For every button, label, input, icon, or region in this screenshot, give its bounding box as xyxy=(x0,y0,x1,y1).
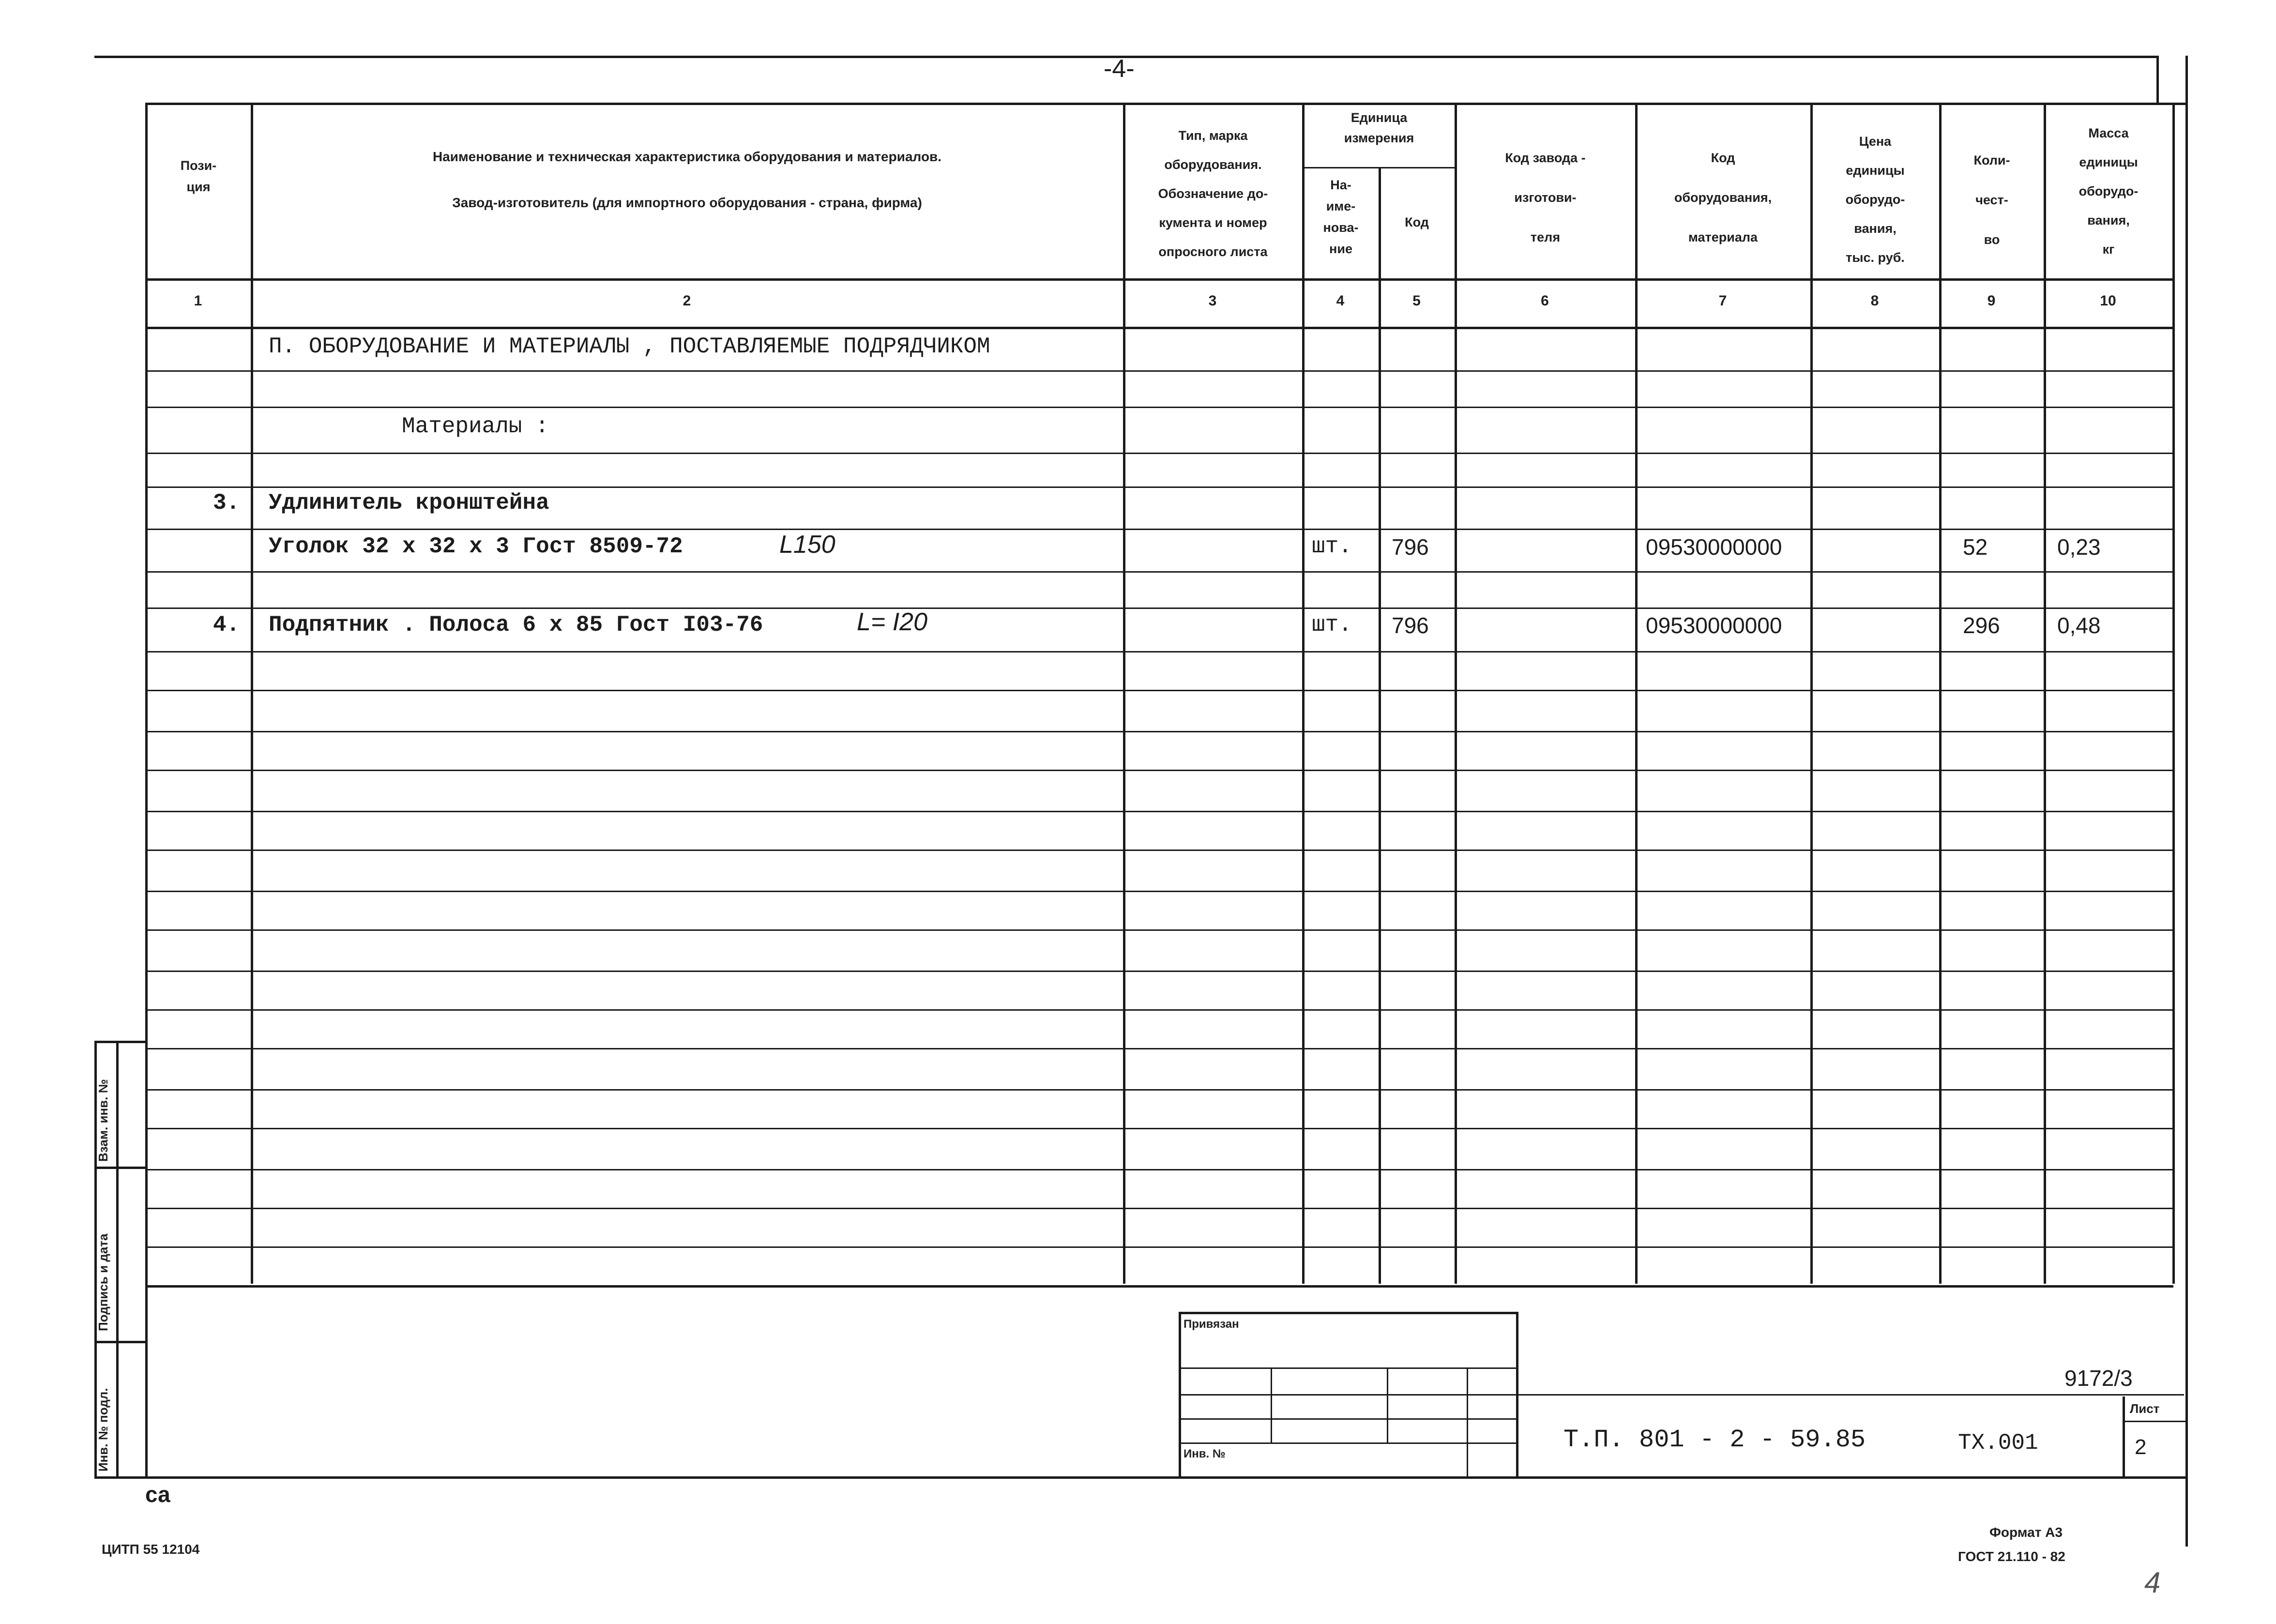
format-label: Формат А3 xyxy=(1989,1525,2063,1540)
row-line xyxy=(145,1089,2173,1091)
header-mass: Масса единицы оборудо- вания, кг xyxy=(2079,126,2139,257)
tb-doc-suffix: ТХ.001 xyxy=(1958,1430,2038,1456)
colnum-8: 8 xyxy=(1870,293,1879,309)
row-line xyxy=(145,891,2173,892)
corner-mark: са xyxy=(145,1482,170,1507)
item4-unit: шт. xyxy=(1312,612,1352,637)
tb-col xyxy=(1271,1367,1272,1442)
tb-main-line xyxy=(1516,1394,2184,1396)
row-line xyxy=(145,1246,2173,1248)
item4-unit-code: 796 xyxy=(1392,613,1429,638)
item3-unit-code: 796 xyxy=(1392,534,1429,560)
header-position-text: Пози- ция xyxy=(180,158,217,194)
row-line xyxy=(145,571,2173,573)
tb-col xyxy=(1467,1367,1468,1476)
header-type: Тип, марка оборудования. Обозначение до- кумента и номер опросного листа xyxy=(1158,128,1268,259)
stamp-inner-line xyxy=(116,1041,119,1476)
item4-name: Подпятник . Полоса 6 х 85 Гост I03-76 xyxy=(269,612,763,637)
tb-doc-code: Т.П. 801 - 2 - 59.85 xyxy=(1563,1426,1866,1454)
sheet-box-left xyxy=(2123,1396,2125,1476)
colnum-5: 5 xyxy=(1412,293,1421,309)
tb-linked-label: Привязан xyxy=(1184,1318,1239,1331)
row-line xyxy=(145,731,2173,732)
stamp-sep-2 xyxy=(94,1341,147,1343)
row-line xyxy=(145,811,2173,812)
header-factory-code: Код завода - изготови- теля xyxy=(1505,151,1586,244)
stamp-field-inventory: Инв. № подл. xyxy=(96,1388,110,1472)
standard-label: ГОСТ 21.110 - 82 xyxy=(1958,1549,2065,1564)
handwritten-page-number: 4 xyxy=(2144,1566,2161,1599)
tb-col xyxy=(1387,1367,1388,1442)
header-unit-group: Единица измерения xyxy=(1344,110,1414,145)
stamp-sep-1 xyxy=(94,1167,147,1169)
colnum-2: 2 xyxy=(683,293,691,309)
row-line xyxy=(145,929,2173,931)
header-name-line2: Завод-изготовитель (для импортного оборудования - страна, фирма) xyxy=(452,195,922,210)
unit-group-line xyxy=(1302,167,1455,168)
colnum-10: 10 xyxy=(2100,293,2116,309)
header-price: Цена единицы оборудо- вания, тыс. руб. xyxy=(1845,134,1905,265)
row-line xyxy=(145,1009,2173,1011)
stamp-field-signature: Подпись и дата xyxy=(96,1233,110,1331)
item3-position: 3. xyxy=(213,490,240,516)
item4-position: 4. xyxy=(213,612,240,637)
tb-top-line xyxy=(1179,1312,1517,1314)
row-line xyxy=(145,1128,2173,1129)
header-quantity: Коли- чест- во xyxy=(1973,153,2010,247)
page-number: -4- xyxy=(1104,55,1135,83)
col-sep-4 xyxy=(1379,167,1381,1284)
item4-length: L= I20 xyxy=(857,608,928,636)
item3-spec: Уголок 32 х 32 х 3 Гост 8509-72 xyxy=(269,534,683,559)
item3-name: Удлинитель кронштейна xyxy=(269,490,549,516)
item3-material-code: 09530000000 xyxy=(1646,534,1782,560)
colnum-9: 9 xyxy=(1987,293,1996,309)
tb-album-number: 9172/3 xyxy=(2064,1366,2133,1391)
row-line xyxy=(145,607,2173,609)
colnum-1: 1 xyxy=(194,293,202,309)
frame-bottom-line xyxy=(94,1476,2185,1479)
row-line xyxy=(145,407,2173,408)
header-position xyxy=(148,155,249,197)
frame-right-top xyxy=(2156,56,2159,104)
colnum-3: 3 xyxy=(1208,293,1217,309)
item3-mass: 0,23 xyxy=(2057,534,2101,560)
stamp-field-replace: Взам. инв. № xyxy=(96,1079,110,1162)
row-line xyxy=(145,770,2173,771)
row-line xyxy=(145,486,2173,488)
header-name-line1: Наименование и техническая характеристика оборудования и материалов. xyxy=(432,149,942,164)
sheet-number: 2 xyxy=(2135,1435,2147,1459)
row-line xyxy=(145,1208,2173,1209)
stamp-right-line xyxy=(145,1041,148,1476)
header-bottom-line xyxy=(145,278,2173,281)
item3-length: L150 xyxy=(779,531,835,559)
row-line xyxy=(145,453,2173,454)
header-equipment-code: Код оборудования, материала xyxy=(1674,151,1772,244)
item4-qty: 296 xyxy=(1963,613,2000,638)
tb-inv-label: Инв. № xyxy=(1184,1447,1226,1460)
colnum-4: 4 xyxy=(1336,293,1345,309)
row-line xyxy=(145,370,2173,372)
frame-top-line xyxy=(94,56,2159,58)
materials-label: Материалы : xyxy=(402,414,549,439)
section-title: П. ОБОРУДОВАНИЕ И МАТЕРИАЛЫ , ПОСТАВЛЯЕМЫЕ ПОДРЯДЧИКОМ xyxy=(269,334,990,359)
printer-mark: ЦИТП 55 12104 xyxy=(102,1542,200,1557)
row-line xyxy=(145,690,2173,691)
colnum-bottom-line xyxy=(145,327,2173,329)
frame-right-line xyxy=(2185,56,2188,1547)
colnum-6: 6 xyxy=(1541,293,1549,309)
sheet-label: Лист xyxy=(2130,1401,2160,1416)
row-line xyxy=(145,1048,2173,1049)
table-bottom-line xyxy=(145,1285,2173,1288)
table-top-line xyxy=(145,103,2173,105)
row-line xyxy=(145,529,2173,530)
item3-unit: шт. xyxy=(1312,534,1352,559)
row-line xyxy=(145,971,2173,972)
item3-qty: 52 xyxy=(1963,534,1988,560)
header-unit-name: На- име- нова- ние xyxy=(1323,178,1359,256)
row-line xyxy=(145,850,2173,851)
stamp-top-line xyxy=(94,1041,147,1043)
sheet-box-line xyxy=(2123,1421,2185,1422)
row-line xyxy=(145,651,2173,653)
item4-mass: 0,48 xyxy=(2057,613,2101,638)
header-unit-code: Код xyxy=(1405,215,1429,229)
colnum-7: 7 xyxy=(1718,293,1727,309)
item4-material-code: 09530000000 xyxy=(1646,613,1782,638)
row-line xyxy=(145,1169,2173,1170)
